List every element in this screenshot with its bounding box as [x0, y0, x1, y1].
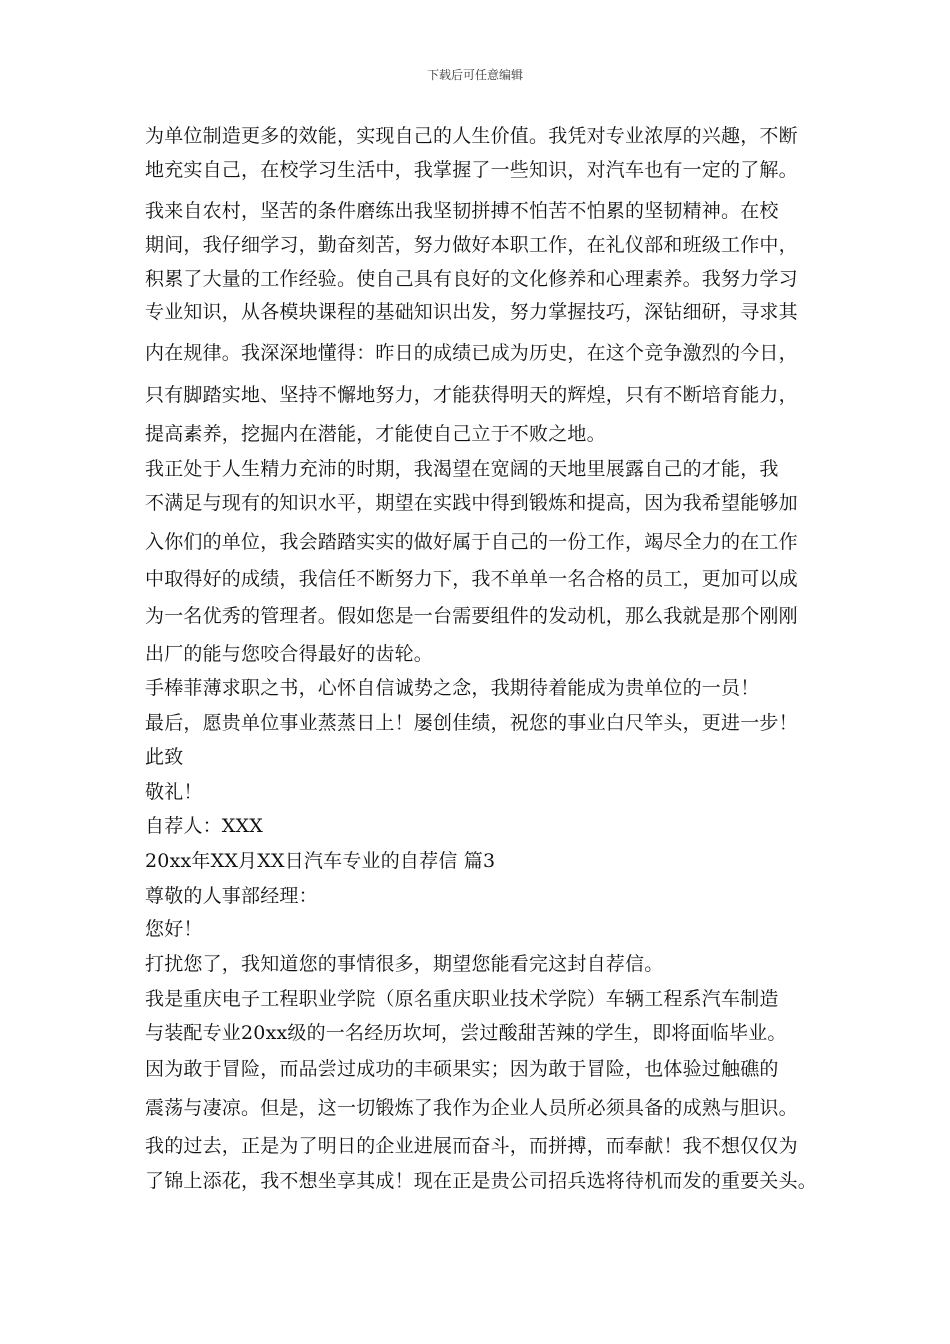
text-line: 积累了大量的工作经验。使自己具有良好的文化修养和心理素养。我努力学习	[145, 268, 798, 290]
text-line: 中取得好的成绩，我信任不断努力下，我不单单一名合格的员工，更加可以成	[145, 568, 798, 590]
text-line: 我来自农村，坚苦的条件磨练出我坚韧拼搏不怕苦不怕累的坚韧精神。在校	[145, 200, 779, 222]
text-line: 敬礼！	[145, 781, 203, 803]
text-line: 出厂的能与您咬合得最好的齿轮。	[145, 643, 434, 665]
text-line: 此致	[145, 746, 184, 768]
text-line: 因为敢于冒险，而品尝过成功的丰硕果实；因为敢于冒险，也体验过触礁的	[145, 1058, 779, 1080]
text-line: 尊敬的人事部经理：	[145, 885, 318, 907]
page-header: 下载后可任意编辑	[426, 68, 523, 82]
text-line: 我的过去，正是为了明日的企业进展而奋斗，而拼搏，而奉献！我不想仅仅为	[145, 1135, 798, 1157]
text-line: 手棒菲薄求职之书，心怀自信诚势之念，我期待着能成为贵单位的一员！	[145, 677, 760, 699]
text-line: 我正处于人生精力充沛的时期，我渴望在宽阔的天地里展露自己的才能，我	[145, 458, 779, 480]
text-line: 打扰您了，我知道您的事情很多，期望您能看完这封自荐信。	[145, 953, 664, 975]
text-line: 20xx年XX月XX日汽车专业的自荐信 篇3	[145, 850, 496, 872]
text-line: 专业知识，从各模块课程的基础知识出发，努力掌握技巧，深钻细研，寻求其	[145, 301, 798, 323]
text-line: 为一名优秀的管理者。假如您是一台需要组件的发动机，那么我就是那个刚刚	[145, 605, 798, 627]
text-line: 自荐人：XXX	[145, 815, 263, 837]
text-line: 期间，我仔细学习，勤奋刻苦，努力做好本职工作，在礼仪部和班级工作中，	[145, 234, 798, 256]
text-line: 只有脚踏实地、坚持不懈地努力，才能获得明天的辉煌，只有不断培育能力，	[145, 384, 798, 406]
text-line: 不满足与现有的知识水平，期望在实践中得到锻炼和提高，因为我希望能够加	[145, 492, 798, 514]
text-line: 最后，愿贵单位事业蒸蒸日上！屡创佳绩，祝您的事业白尺竿头，更进一步！	[145, 712, 798, 734]
text-line: 入你们的单位，我会踏踏实实的做好属于自己的一份工作，竭尽全力的在工作	[145, 531, 798, 553]
text-line: 为单位制造更多的效能，实现自己的人生价值。我凭对专业浓厚的兴趣，不断	[145, 125, 798, 147]
text-line: 震荡与凄凉。但是，这一切锻炼了我作为企业人员所必须具备的成熟与胆识。	[145, 1097, 798, 1119]
text-line: 提高素养，挖掘内在潜能，才能使自己立于不败之地。	[145, 423, 606, 445]
text-line: 地充实自己，在校学习生活中，我掌握了一些知识，对汽车也有一定的了解。	[145, 159, 798, 181]
text-line: 我是重庆电子工程职业学院（原名重庆职业技术学院）车辆工程系汽车制造	[145, 988, 779, 1010]
text-line: 与装配专业20xx级的一名经历坎坷，尝过酸甜苦辣的学生，即将面临毕业。	[145, 1022, 787, 1044]
text-line: 您好！	[145, 918, 203, 940]
text-line: 了锦上添花，我不想坐享其成！现在正是贵公司招兵选将待机而发的重要关头。	[145, 1170, 818, 1192]
text-line: 内在规律。我深深地懂得：昨日的成绩已成为历史，在这个竞争激烈的今日，	[145, 342, 798, 364]
